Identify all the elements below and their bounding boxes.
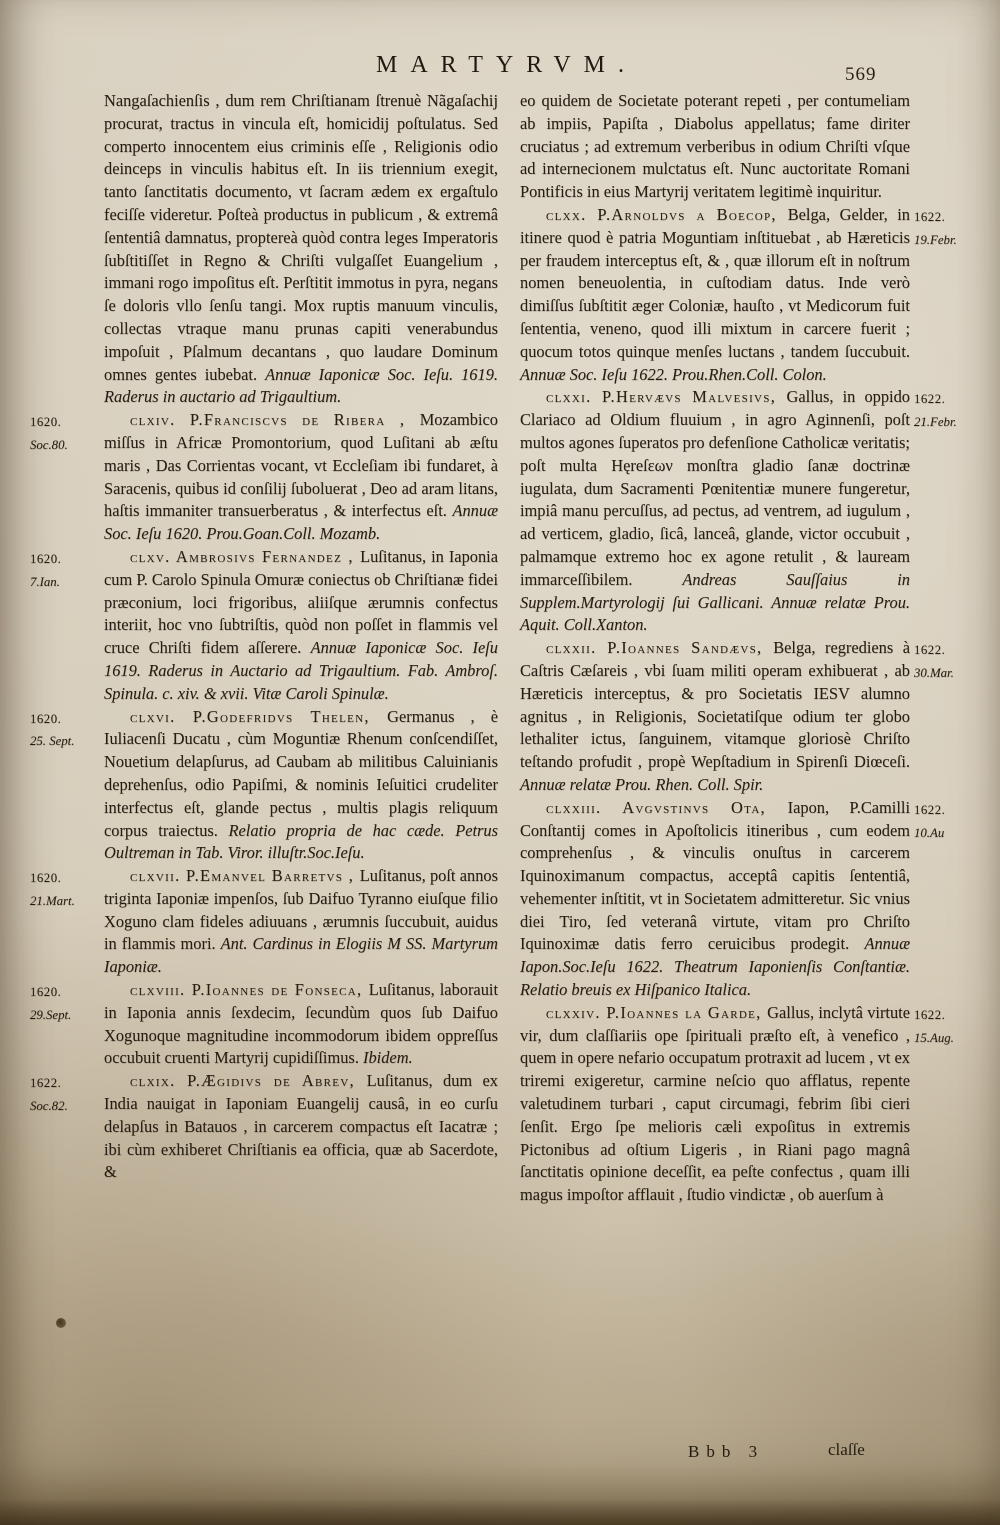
paragraph-text: clxxiv. P.Ioannes la Garde, Gallus, inclytâ virtute vir, dum claſſiariis ope ſpirituali præſto eſt, à venefico , quem in opere nefario occupatum protraxit ad lucem , vt ex triremi exigeretur, carmine neſcio quo afflatus, repente valetudinem turbari , caput circumagi, febrim ſibi cieri ſenſit. Ergo ſpe melioris cæli expoſitus in extremis Pictonibus ad oſtium Ligeris , in Riani pago magnâ ſanctitatis opinione deceſſit, ea peſte confectus , quam illi magus impoſtor afflauit , ſtudio vindictæ , ob auerſum à [520,1002,910,1205]
margin-note [30,411,98,457]
paragraph-text: clxiv. P.Franciscvs de Ribera , Mozambico miſſus in Africæ Promontorium, quod Luſitani ab æſtu maris , Das Corrientas vocant, vt Eccleſiam ibi fundaret, à Saracenis, quibus id conſilij ſuboluerat , Deo ad aram litans, haſtis immaniter transuerberatus , & interfectus eſt. Annuæ Soc. Ieſu 1620. Prou.Goan.Coll. Mozamb. [104,410,498,544]
entry-continued-clxiii [104,90,498,409]
margin-note [914,1004,998,1050]
margin-note [914,639,998,685]
margin-note-line: 19.Febr. [914,232,957,247]
entry-clxvi [30,706,499,866]
entry-clxix [30,1070,498,1184]
margin-note-line: 1622. [914,643,946,658]
margin-note-line: 15.Aug. [914,1030,954,1045]
running-title: MARTYRVM. [376,52,637,78]
margin-note [914,206,998,252]
entry-clxxiii [520,797,946,1002]
right-column [520,90,957,1207]
margin-note-line: 1622. [914,392,946,407]
margin-note-line: 1620. [30,551,62,566]
entry-clxxiv [520,1002,954,1207]
margin-note-line: 10.Au [914,825,945,840]
paragraph-text: clxvi. P.Godefridvs Thelen, Germanus , è Iuliacenſi Ducatu , cùm Moguntiæ Rhenum conſcendiſſet, Nouetium delapſurus, ad Caubam ab militibus Caluinianis deprehenſus, odio Papiſmi, & nominis Ieſuitici crudeliter interfectus eſt, glande pectus , multis plagis reliquum corpus traiectus. Relatio propria de hac cæde. Petrus Oultreman in Tab. Viror. illuſtr.Soc.Ieſu. [104,706,499,863]
margin-note-line: 29.Sept. [30,1007,72,1022]
margin-note-line: 1622. [914,209,946,224]
entry-clxiv [30,409,498,546]
margin-note [914,388,998,434]
paragraph-text: Nangaſachienſis , dum rem Chriſtianam ſtrenuè Nãgaſachij procurat, tractus in vincula eſt, homicidij poſtulatus. Sed comperto innocentem eius criminis eſſe , Religionis odio deinceps in vinculis habitus eſt. In iis triennium exegit, tanto ſanctitatis documento, vt ſacram ædem ex ergaſtulo feciſſe videretur. Poſteà productus in publicum , & extremâ ſententiâ damnatus, proptereà quòd contra leges Imperatoris ſubſtitiſſet in Regno & Chriſti vulgaſſet Euangelium , immani rogo impoſitus eſt. Perſtitit immotus in pyra, negans ſe doloris vllo ſenſu tangi. Mox ruptis manuum vinculis, collectas vtraque manu prunas capiti venerabundus impoſuit , Pſalmum decantans , quo laudare Dominum omnes gentes iubebat. Annuæ Iaponicæ Soc. Ieſu. 1619. Raderus in auctario ad Trigaultium. [104,91,498,407]
paragraph-text: clxvii. P.Emanvel Barretvs , Luſitanus, poſt annos triginta Iaponiæ impenſos, ſub Daifuo Tyranno eiuſque filio Xoguno clam fideles adiuuans , ærumnis ſuccubuit, auidus in flammis mori. Ant. Cardinus in Elogiis M SS. Martyrum Iaponiæ. [104,866,498,977]
entry-clxvii [30,865,498,979]
margin-note [914,799,998,845]
ink-blot [56,1318,66,1328]
entry-clxviii [30,979,498,1070]
paragraph-text: clxv. Ambrosivs Fernandez , Luſitanus, in Iaponia cum P. Carolo Spinula Omuræ coniectus ob Chriſtianæ fidei præconium, loci frigoribus, aliiſque ærumnis confectus interiit, hoc vno ſubtriſtis, quòd non poſſet in flammis vel cruce Chriſti fidem aſſerere. Annuæ Iaponicæ Soc. Ieſu 1619. Raderus in Auctario ad Trigaultium. Fab. Ambroſ. Spinula. c. xiv. & xvii. Vitæ Caroli Spinulæ. [104,546,499,703]
paragraph-text: clxxi. P.Hervævs Malvesivs, Gallus, in oppido Clariaco ad Oldium fluuium , in agro Aginnenſi, poſt multos agones ſuperatos pro defenſione Catholicæ veritatis; poſt multa Hęreſεων monſtra gladio ſanæ doctrinæ iugulata, dum Sacramenti Pœnitentiæ munere fungeretur, impiâ manu percuſſus, ad pectus, ad ventrem, ad iugulum , ad verticem, gladio, ſicâ, lanceâ, glande, victor occubuit , palmamque extremo hoc ex agone retulit , & lauream immarceſſibilem. Andreas Sauſſaius in Supplem.Martyrologij ſui Gallicani. Annuæ relatæ Prou. Aquit. Coll.Xanton. [520,387,910,635]
entry-clxxii [520,637,954,797]
paragraph-text: clxix. P.Ægidivs de Abrev, Luſitanus, dum ex India nauigat in Iaponiam Euangelij causâ, in eo curſu delapſus in Batauos , in carcerem compactus eſt Iacatræ ; ibi cùm exhiberet Chriſtianis ea officia, quæ ab Sacerdote, & [104,1071,498,1182]
page-number: 569 [845,64,877,85]
margin-note-line: 1622. [30,1076,62,1091]
margin-note-line: 1622. [914,1007,946,1022]
margin-note [30,867,98,913]
catchword: claſſe [828,1440,865,1459]
paragraph-text: clxx. P.Arnoldvs a Boecop, Belga, Gelder, in itinere quod è patria Moguntiam inſtituebat , ab Hæreticis per fraudem interceptus eſt, & , quæ illorum eſt in noſtrum nomen beneuolentia, in cuſtodiam datus. Inde verò dimiſſus ſubſtitit æger Coloniæ, hauſto , vt Medicorum fuit ſententia, veneno, quod illi mixtum in carcere fuerit ; quocum totos quinque menſes luctans , tandem ſuccubuit. Annuæ Soc. Ieſu 1622. Prou.Rhen.Coll. Colon. [520,204,911,384]
entry-clxx [520,204,957,386]
margin-note-line: 21.Febr. [914,415,957,430]
margin-note [30,981,98,1027]
paragraph-text: eo quidem de Societate poterant repeti , per contumeliam ab impiis, Papiſta , Diabolus appellatus; fame diriter cruciatus ; ad extremum verberibus in odium Chriſti vſque ad internecionem mulctatus eſt. Nunc auctoritate Romani Pontificis in eius Martyrij veritatem legitimè inquiritur. [520,91,910,202]
margin-note-line: 25. Sept. [30,734,75,749]
margin-note [30,1072,98,1118]
paragraph-text: clxviii. P.Ioannes de Fonseca, Luſitanus, laborauit in Iaponia annis ſexdecim, ſecundùm quos ſub Daifuo Xogunoque magnitudine incommodorum ibidem oppreſſus occubuit cruenti Martyrij cupidiſſimus. Ibidem. [104,980,498,1068]
margin-note-line: 7.Ian. [30,574,60,589]
margin-note [30,708,98,754]
paragraph-text: clxxiii. Avgvstinvs Ota, Iapon, P.Camilli Conſtantij comes in Apoſtolicis itineribus , cum eodem comprehenſus , & vinculis onuſtus in carcerem Iquinoximanum compactus, acceptâ capitis ſententiâ, vehementer inſtitit, vt in Societatem admitteretur. Sic vnius diei Tiro, ſed veteranâ virtute, vitam pro Chriſto Iquinoximæ datis ferro ceruicibus prodegit. Annuæ Iapon.Soc.Ieſu 1622. Theatrum Iaponienſis Conſtantiæ. Relatio breuis ex Hiſpanico Italica. [520,797,910,1000]
margin-note [30,548,98,594]
margin-note-line: Soc.80. [30,437,68,452]
margin-note-line: Soc.82. [30,1099,68,1114]
margin-note-line: 1620. [30,985,62,1000]
entry-clxxi [520,386,957,637]
margin-note-line: 1620. [30,871,62,886]
margin-note-line: 1620. [30,711,62,726]
margin-note-line: 21.Mart. [30,893,75,908]
signature-mark: Bbb 3 [688,1442,765,1461]
entry-clxv [30,546,499,706]
paragraph-text: clxxii. P.Ioannes Sandævs, Belga, regrediens à Caſtris Cæſareis , vbi ſuam militi operam exhibuerat , ab Hæreticis interceptus, & pro Societatis IESV alumno agnitus , in Religionis, Societatiſque odium ter globo lethaliter ictus, ſanguinem, vitamque gloriosè Chriſto teſtando profudit , propè Wepſtadium in Spirenſi Diœceſi. Annuæ relatæ Prou. Rhen. Coll. Spir. [520,638,910,794]
left-column [30,90,499,1184]
margin-note-line: 1622. [914,802,946,817]
margin-note-line: 30.Mar. [914,665,954,680]
entry-continued-right [520,90,910,204]
margin-note-line: 1620. [30,415,62,430]
